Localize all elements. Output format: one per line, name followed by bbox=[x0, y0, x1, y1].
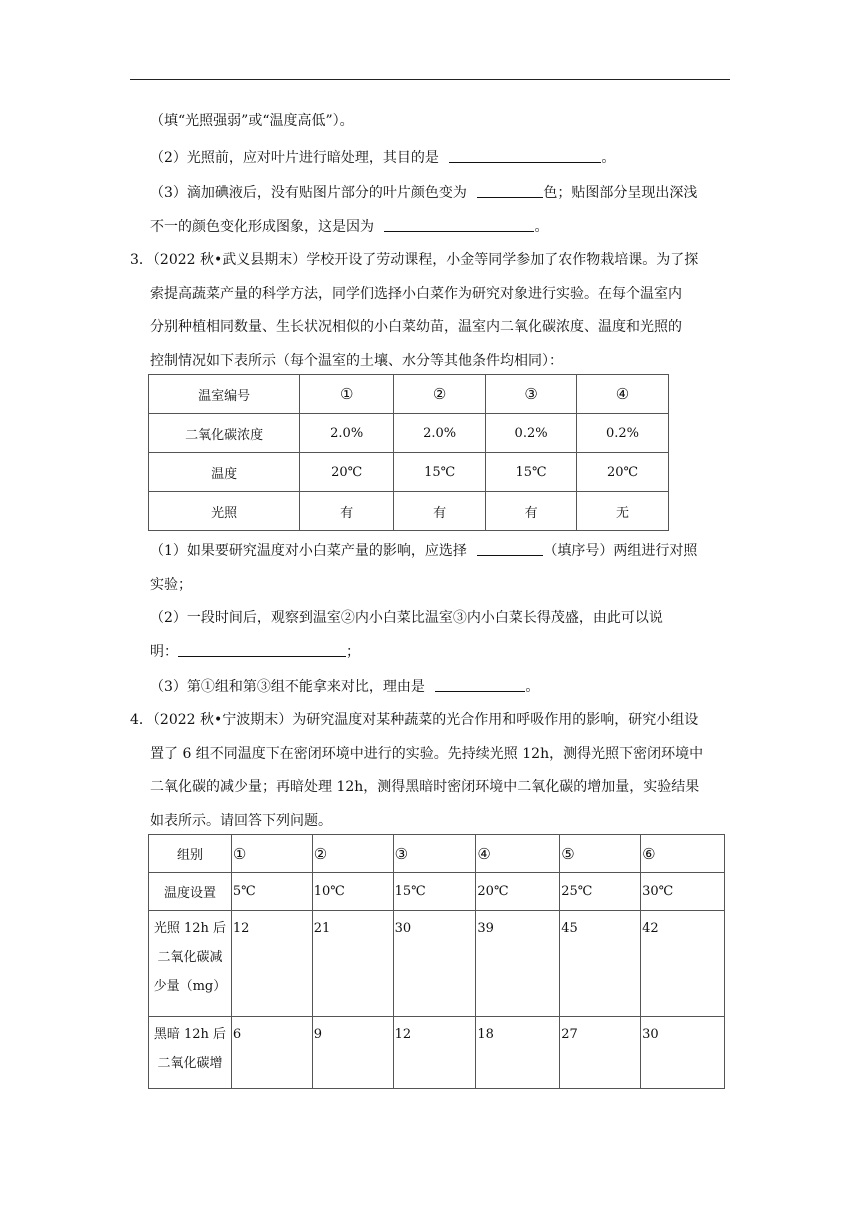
table-cell: 0.2% bbox=[486, 414, 577, 453]
table-cell: ① bbox=[300, 375, 394, 414]
table-row bbox=[149, 414, 669, 453]
question-3-stem: 控制情况如下表所示（每个温室的土壤、水分等其他条件均相同）： bbox=[150, 353, 563, 369]
line-text: ； bbox=[346, 644, 360, 660]
table-cell: 二氧化碳浓度 bbox=[149, 414, 300, 453]
answer-blank[interactable] bbox=[178, 643, 346, 657]
table-cell bbox=[149, 1017, 232, 1089]
table-cell: 25℃ bbox=[560, 873, 641, 911]
table-cell: 42 bbox=[641, 911, 725, 1017]
table-cell: 组别 bbox=[149, 835, 232, 873]
question-4-stem: 二氧化碳的减少量；再暗处理 12h，测得黑暗时密闭环境中二氧化碳的增加量，实验结果 bbox=[150, 779, 700, 795]
question-4-stem: 置了 6 组不同温度下在密闭环境中进行的实验。先持续光照 12h，测得光照下密闭环境中 bbox=[150, 746, 704, 762]
line-text: （3）滴加碘液后，没有贴图片部分的叶片颜色变为 bbox=[150, 185, 467, 201]
line-text: 不一的颜色变化形成图象，这是因为 bbox=[150, 219, 374, 235]
question-3-stem: 分别种植相同数量、生长状况相似的小白菜幼苗，温室内二氧化碳浓度、温度和光照的 bbox=[150, 319, 682, 335]
line-text: 。 bbox=[534, 219, 549, 235]
table-cell: ⑤ bbox=[560, 835, 641, 873]
table-cell: 20℃ bbox=[577, 453, 669, 492]
answer-blank[interactable] bbox=[435, 678, 525, 692]
table-cell: 30℃ bbox=[641, 873, 725, 911]
table-cell: 10℃ bbox=[312, 873, 393, 911]
table-cell: 30 bbox=[641, 1017, 725, 1089]
line-text: 。 bbox=[601, 150, 616, 166]
table-cell: ② bbox=[312, 835, 393, 873]
table-cell: ① bbox=[231, 835, 312, 873]
table-cell: 温度 bbox=[149, 453, 300, 492]
line-text: （2）光照前，应对叶片进行暗处理，其目的是 bbox=[150, 150, 439, 166]
table-row bbox=[149, 453, 669, 492]
table-row bbox=[149, 375, 669, 414]
question-line bbox=[150, 147, 615, 167]
line-text: 明： bbox=[150, 644, 178, 660]
table-row bbox=[149, 835, 725, 873]
line-text: （填序号）两组进行对照 bbox=[543, 543, 698, 559]
temperature-table bbox=[148, 834, 725, 1089]
answer-blank[interactable] bbox=[449, 149, 601, 163]
table-cell: 15℃ bbox=[394, 453, 486, 492]
greenhouse-table bbox=[148, 374, 669, 531]
table-cell: 有 bbox=[394, 492, 486, 531]
table-row bbox=[149, 873, 725, 911]
question-line bbox=[150, 216, 548, 236]
line-text: 色；贴图部分呈现出深浅 bbox=[543, 185, 698, 201]
answer-blank[interactable] bbox=[477, 542, 543, 556]
table-cell: 0.2% bbox=[577, 414, 669, 453]
table-cell: 20℃ bbox=[300, 453, 394, 492]
table-cell: 2.0% bbox=[300, 414, 394, 453]
question-line bbox=[150, 182, 697, 202]
table-cell: ③ bbox=[393, 835, 476, 873]
cell-line: 光照 12h 后 bbox=[153, 921, 227, 936]
table-cell: 2.0% bbox=[394, 414, 486, 453]
table-cell: 6 bbox=[231, 1017, 312, 1089]
cell-line: 二氧化碳增 bbox=[157, 1056, 223, 1071]
question-line: （填“光照强弱”或“温度高低”）。 bbox=[150, 113, 354, 129]
question-3-stem: 索提高蔬菜产量的科学方法，同学们选择小白菜作为研究对象进行实验。在每个温室内 bbox=[150, 286, 682, 302]
table-cell: 9 bbox=[312, 1017, 393, 1089]
table-cell: ⑥ bbox=[641, 835, 725, 873]
table-cell bbox=[149, 911, 232, 1017]
cell-line: 黑暗 12h 后 bbox=[153, 1027, 227, 1042]
table-cell: 18 bbox=[476, 1017, 560, 1089]
table-cell: ④ bbox=[476, 835, 560, 873]
table-cell: 27 bbox=[560, 1017, 641, 1089]
table-row bbox=[149, 1017, 725, 1089]
question-line bbox=[150, 540, 697, 560]
line-text: 。 bbox=[525, 679, 540, 695]
header-rule bbox=[130, 79, 730, 80]
answer-blank[interactable] bbox=[384, 218, 534, 232]
table-row bbox=[149, 492, 669, 531]
question-line: 实验； bbox=[150, 577, 192, 593]
table-cell: 30 bbox=[393, 911, 476, 1017]
table-cell: ④ bbox=[577, 375, 669, 414]
line-text: （3）第①组和第③组不能拿来对比，理由是 bbox=[150, 679, 425, 695]
table-cell: 12 bbox=[231, 911, 312, 1017]
cell-line: 少量（mg） bbox=[153, 979, 227, 994]
table-cell: 5℃ bbox=[231, 873, 312, 911]
table-cell: 15℃ bbox=[393, 873, 476, 911]
table-cell: 温度设置 bbox=[149, 873, 232, 911]
table-cell: 20℃ bbox=[476, 873, 560, 911]
question-4-stem: 4．（2022 秋•宁波期末）为研究温度对某种蔬菜的光合作用和呼吸作用的影响，研究小组设 bbox=[130, 712, 699, 728]
table-cell: 21 bbox=[312, 911, 393, 1017]
table-cell: 39 bbox=[476, 911, 560, 1017]
table-cell: 温室编号 bbox=[149, 375, 300, 414]
table-cell: 12 bbox=[393, 1017, 476, 1089]
table-cell: 有 bbox=[300, 492, 394, 531]
line-text: （1）如果要研究温度对小白菜产量的影响，应选择 bbox=[150, 543, 467, 559]
answer-blank[interactable] bbox=[477, 184, 543, 198]
table-cell: 15℃ bbox=[486, 453, 577, 492]
question-line bbox=[150, 641, 360, 661]
table-cell: 无 bbox=[577, 492, 669, 531]
question-3-stem: 3．（2022 秋•武义县期末）学校开设了劳动课程，小金等同学参加了农作物栽培课。为了探 bbox=[130, 252, 699, 268]
table-cell: 有 bbox=[486, 492, 577, 531]
table-cell: ② bbox=[394, 375, 486, 414]
question-line: （2）一段时间后，观察到温室②内小白菜比温室③内小白菜长得茂盛，由此可以说 bbox=[150, 610, 663, 626]
table-row bbox=[149, 911, 725, 1017]
question-line bbox=[150, 676, 539, 696]
question-4-stem: 如表所示。请回答下列问题。 bbox=[150, 813, 332, 829]
cell-line: 二氧化碳减 bbox=[157, 950, 223, 965]
table-cell: 光照 bbox=[149, 492, 300, 531]
table-cell: ③ bbox=[486, 375, 577, 414]
table-cell: 45 bbox=[560, 911, 641, 1017]
